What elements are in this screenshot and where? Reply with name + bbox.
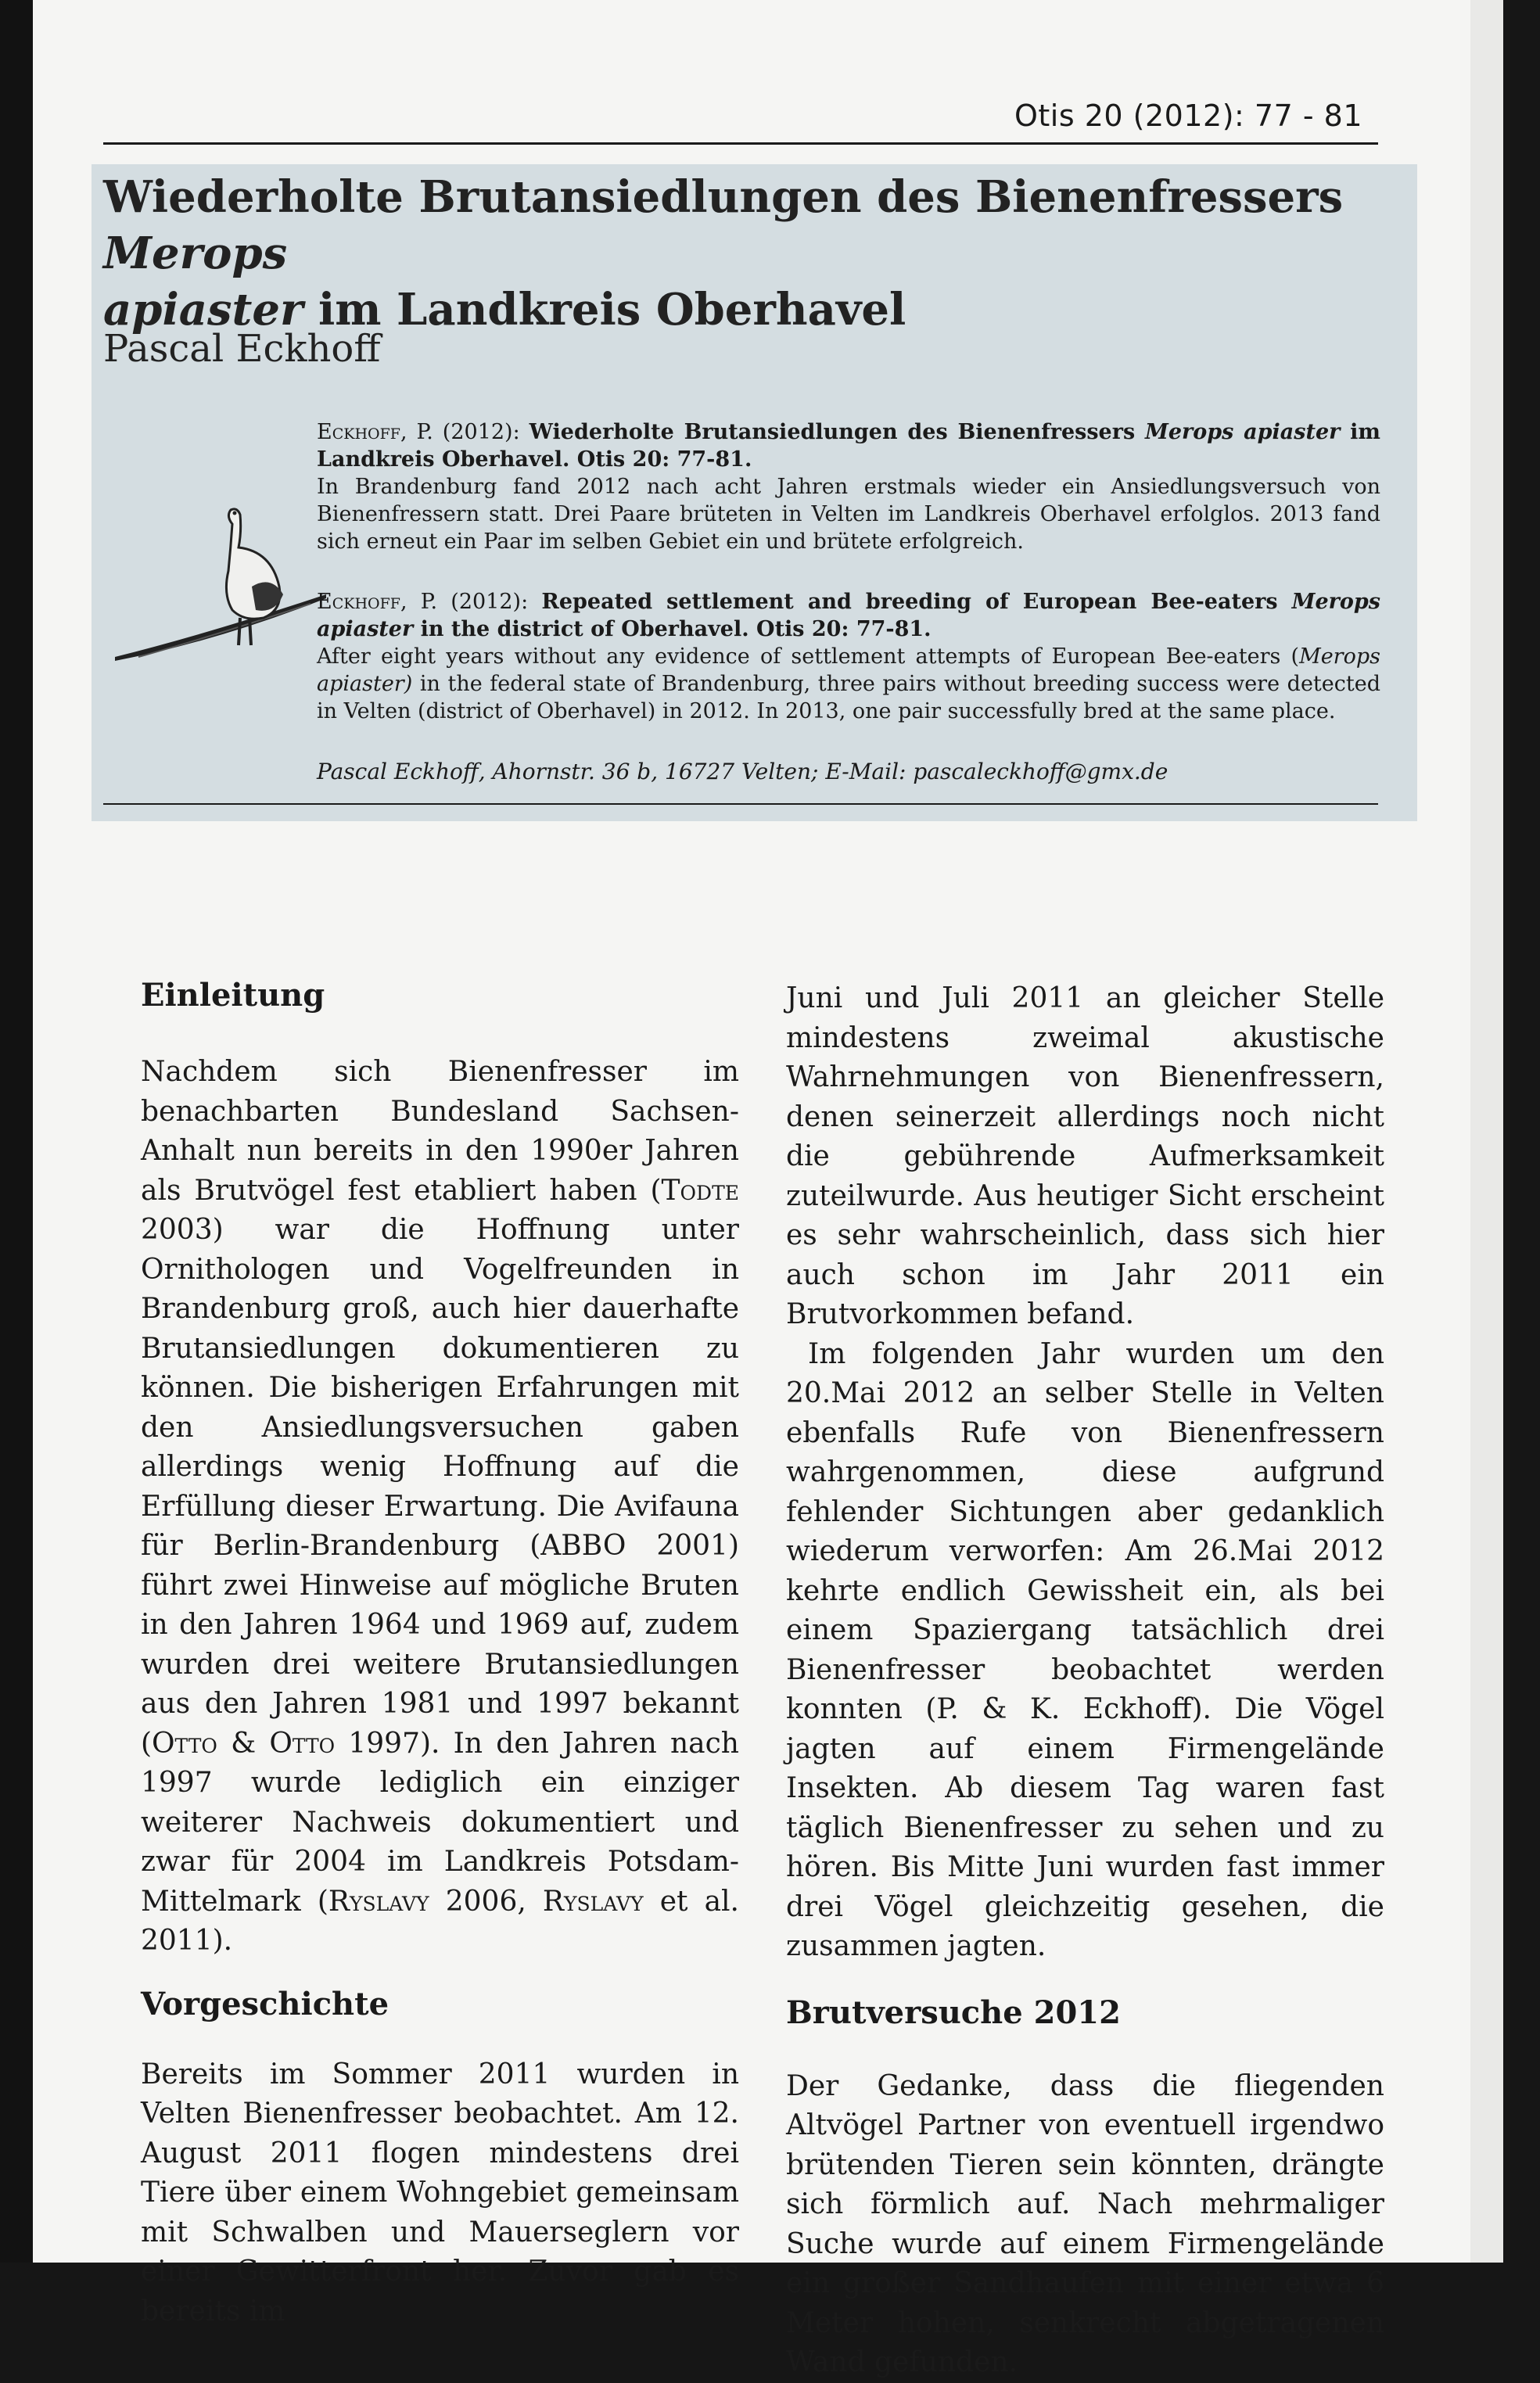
abstract-german [317,418,1380,555]
abstract-english-citation: Eckhoff, P. (2012): Repeated settlement and breeding of European Bee-eaters Merops apiaster in the district of Oberhavel. Otis 20: 77-81. [317,590,1380,641]
heading-brutversuche: Brutversuche 2012 [786,1994,1121,2031]
journal-reference: Otis 20 (2012): 77 - 81 [1014,99,1362,133]
article-author: Pascal Eckhoff [103,327,381,371]
paragraph-juni-juli: Juni und Juli 2011 an gleicher Stelle mindestens zweimal akustische Wahrnehmungen von Bienenfressern, denen seinerzeit allerdings noch nicht die gebührende Aufmerksamkeit zuteilwurde. Aus heutiger Sicht erscheint es sehr wahrscheinlich, dass sich hier auch schon im Jahr 2011 ein Brutvorkommen befand. [786,982,1384,1330]
heading-vorgeschichte: Vorgeschichte [141,1985,389,2022]
paragraph-vorgeschichte: Bereits im Sommer 2011 wurden in Velten Bienenfresser beobachtet. Am 12. August 2011 flogen mindestens drei Tiere über einem Wohngebiet gemeinsam mit Schwalben und Mauerseglern vor einer Gewitterfront her. Zuvor gab es bereits im [141,2058,739,2327]
abstract-rule [103,803,1378,805]
right-column [786,979,1384,2383]
article-title: Wiederholte Brutansiedlungen des Bienenfressers Merops apiaster im Landkreis Oberhavel [103,171,1344,336]
header-rule [103,142,1378,145]
journal-page [33,0,1503,2378]
abstract-german-citation: Eckhoff, P. (2012): Wiederholte Brutansiedlungen des Bienenfressers Merops apiaster im Landkreis Oberhavel. Otis 20: 77-81. [317,420,1380,472]
abstract-english-text: After eight years without any evidence of settlement attempts of European Bee-eaters (Merops apiaster) in the federal state of Brandenburg, three pairs without breeding success were detected in Velten (district of Oberhavel) in 2012. In 2013, one pair successfully bred at the same place. [317,644,1380,723]
great-bustard-icon [115,501,326,665]
paragraph-einleitung: Nachdem sich Bienenfresser im benachbarten Bundesland Sachsen-Anhalt nun bereits in den 1990er Jahren als Brutvögel fest etabliert haben (Todte 2003) war die Hoffnung unter Ornithologen und Vogelfreunden in Brandenburg groß, auch hier dauerhafte Brutansiedlungen dokumentieren zu können. Die bisherigen Erfahrungen mit den Ansiedlungsversuchen gaben allerdings wenig Hoffnung auf die Erfüllung dieser Erwartung. Die Avifauna für Berlin-Brandenburg (ABBO 2001) führt zwei Hinweise auf mögliche Bruten in den Jahren 1964 und 1969 auf, zudem wurden drei weitere Brutansiedlungen aus den Jahren 1981 und 1997 bekannt (Otto & Otto 1997). In den Jahren nach 1997 wurde lediglich ein einziger weiterer Nachweis dokumentiert und zwar für 2004 im Landkreis Potsdam-Mittelmark (Ryslavy 2006, Ryslavy et al. 2011). [141,1056,739,1957]
author-address: Pascal Eckhoff, Ahornstr. 36 b, 16727 Velten; E-Mail: pascaleckhoff@gmx.de [317,759,1168,784]
heading-einleitung: Einleitung [141,977,325,1014]
paragraph-folgendes-jahr: Im folgenden Jahr wurden um den 20.Mai 2012 an selber Stelle in Velten ebenfalls Rufe von Bienenfressern wahrgenommen, diese aufgrund fehlender Sichtungen aber gedanklich wiederum verworfen: Am 26.Mai 2012 kehrte endlich Gewissheit ein, als bei einem Spaziergang tatsächlich drei Bienenfresser beobachtet werden konnten (P. & K. Eckhoff). Die Vögel jagten auf einem Firmengelände Insekten. Ab diesem Tag waren fast täglich Bienenfresser zu sehen und zu hören. Bis Mitte Juni wurden fast immer drei Vögel gleichzeitig gesehen, die zusammen jagten. [786,1337,1384,1962]
abstract-german-text: In Brandenburg fand 2012 nach acht Jahren erstmals wieder ein Ansiedlungsversuch von Bienenfressern statt. Drei Paare brüteten in Velten im Landkreis Oberhavel erfolglos. 2013 fand sich erneut ein Paar im selben Gebiet ein und brütete erfolgreich. [317,475,1380,554]
scan-right-edge [1470,0,1503,2263]
scan-left-edge [0,0,33,2263]
left-column [141,976,739,2331]
abstract-english [317,588,1380,725]
paragraph-brutversuche: Der Gedanke, dass die fliegenden Altvögel Partner von eventuell irgendwo brütenden Tieren sein könnten, drängte sich förmlich auf. Nach mehrmaliger Suche wurde auf einem Firmengelände ein großer Sandhaufen mit einer etwa 6 Meter hohen, senkrecht abgetragenen Wand gefunden. [786,2069,1384,2378]
